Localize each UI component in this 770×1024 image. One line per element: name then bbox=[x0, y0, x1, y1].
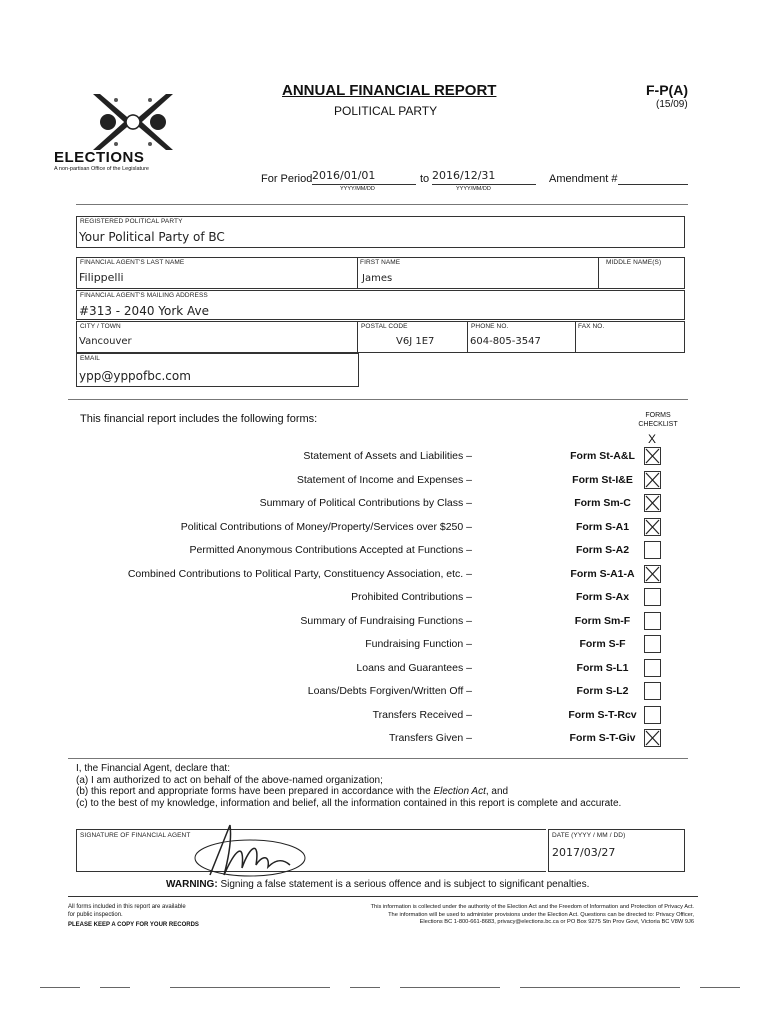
form-checklist-row bbox=[0, 471, 700, 493]
form-description: Political Contributions of Money/Property/Services over $250 – bbox=[180, 520, 472, 533]
period-to-label: to bbox=[420, 173, 430, 185]
agent-postal-field[interactable]: V6J 1E7 bbox=[396, 336, 435, 347]
signature-date-label: DATE (YYYY / MM / DD) bbox=[552, 832, 626, 839]
form-checkbox[interactable] bbox=[644, 635, 661, 653]
declaration-line-b: (b) this report and appropriate forms have been prepared in accordance with the Election Act, and bbox=[76, 786, 509, 797]
form-description: Transfers Received – bbox=[372, 708, 472, 721]
agent-last-name-label: FINANCIAL AGENT'S LAST NAME bbox=[80, 259, 185, 266]
form-code-label: Form S-A2 bbox=[575, 544, 630, 556]
form-description: Combined Contributions to Political Party, Constituency Association, etc. – bbox=[127, 567, 472, 580]
form-code-label: Form S-Ax bbox=[575, 591, 630, 603]
warning bbox=[166, 879, 589, 890]
form-checklist-row bbox=[0, 588, 700, 610]
form-checklist-row bbox=[0, 565, 700, 587]
form-description: Loans/Debts Forgiven/Written Off – bbox=[307, 685, 472, 697]
form-code-label: Form S-T-Giv bbox=[569, 732, 636, 744]
form-description: Permitted Anonymous Contributions Accepted at Functions – bbox=[189, 544, 472, 556]
form-checklist-row bbox=[0, 494, 700, 516]
agent-first-name-field[interactable]: James bbox=[362, 273, 393, 284]
warning-text: Signing a false statement is a serious offence and is subject to significant penalties. bbox=[220, 879, 590, 890]
form-code-label: Form St-A&L bbox=[570, 450, 635, 462]
footer-right-line2: The information will be used to administer provisions under the Election Act. Questions can be directed to: Privacy Officer, bbox=[388, 911, 694, 918]
form-code: F-P(A) bbox=[646, 82, 688, 98]
amendment-label: Amendment # bbox=[549, 173, 618, 185]
period-start-format: YYYY/MM/DD bbox=[340, 186, 375, 192]
form-checklist-row bbox=[0, 635, 700, 657]
form-checklist-row bbox=[0, 518, 700, 540]
form-checkbox[interactable] bbox=[644, 659, 661, 677]
footer-left bbox=[68, 904, 199, 930]
check-x-icon bbox=[645, 472, 660, 488]
report-title: ANNUAL FINANCIAL REPORT bbox=[282, 82, 497, 99]
period-end-format: YYYY/MM/DD bbox=[456, 186, 491, 192]
form-code-label: Form S-L2 bbox=[576, 685, 629, 697]
form-code-label: Form S-A1-A bbox=[570, 567, 635, 580]
footer-left-line3: PLEASE KEEP A COPY FOR YOUR RECORDS bbox=[68, 922, 199, 928]
declaration-line-intro: I, the Financial Agent, declare that: bbox=[76, 763, 230, 774]
agent-postal-label: POSTAL CODE bbox=[361, 323, 408, 330]
form-checklist-row bbox=[0, 729, 700, 751]
form-code-label: Form Sm-F bbox=[574, 614, 631, 627]
form-checklist-row bbox=[0, 682, 700, 704]
form-checkbox[interactable] bbox=[644, 565, 661, 583]
agent-last-name-field[interactable]: Filippelli bbox=[79, 271, 124, 284]
form-code-label: Form S-A1 bbox=[575, 520, 630, 533]
check-x-icon bbox=[645, 519, 660, 535]
agent-email-label: EMAIL bbox=[80, 355, 101, 362]
footer-right-line1: This information is collected under the authority of the Election Act and the Freedom of Information and Protection of Privacy Act. bbox=[370, 904, 694, 910]
form-checklist-row bbox=[0, 706, 700, 728]
form-description: Summary of Fundraising Functions – bbox=[300, 614, 472, 627]
agent-city-field[interactable]: Vancouver bbox=[79, 336, 132, 347]
form-code-label: Form S-T-Rcv bbox=[568, 708, 637, 721]
form-checkbox[interactable] bbox=[644, 541, 661, 559]
agent-phone-label: PHONE NO. bbox=[471, 323, 509, 330]
form-checklist-row bbox=[0, 541, 700, 563]
form-description: Transfers Given – bbox=[388, 732, 472, 744]
form-checkbox[interactable] bbox=[644, 494, 661, 512]
checklist-label-checklist: CHECKLIST bbox=[638, 421, 678, 428]
footer-right bbox=[238, 904, 694, 927]
form-checklist-row bbox=[0, 612, 700, 634]
signature-scribble-icon bbox=[190, 820, 310, 880]
period-label: For Period bbox=[261, 173, 313, 185]
form-checkbox[interactable] bbox=[644, 612, 661, 630]
form-code-label: Form S-L1 bbox=[576, 661, 629, 674]
footer-right-line3: Elections BC 1-800-661-8683, privacy@elections.bc.ca or PO Box 9275 Stn Prov Govt, Victoria BC V8W 9J6 bbox=[419, 919, 694, 925]
elections-logo bbox=[54, 88, 198, 178]
party-label: REGISTERED POLITICAL PARTY bbox=[80, 218, 183, 225]
amendment-field[interactable] bbox=[618, 184, 688, 185]
form-checkbox[interactable] bbox=[644, 682, 661, 700]
checklist-header-mark: X bbox=[648, 432, 657, 446]
period-start[interactable]: 2016/01/01 bbox=[312, 169, 376, 182]
form-checkbox[interactable] bbox=[644, 447, 661, 465]
check-x-icon bbox=[645, 495, 660, 511]
report-subtitle: POLITICAL PARTY bbox=[334, 104, 438, 118]
logo-name: ELECTIONS bbox=[54, 149, 145, 166]
signature-label: SIGNATURE OF FINANCIAL AGENT bbox=[80, 832, 191, 839]
form-checkbox[interactable] bbox=[644, 588, 661, 606]
form-checklist-row bbox=[0, 659, 700, 681]
checklist-label-forms: FORMS bbox=[645, 412, 671, 419]
form-checkbox[interactable] bbox=[644, 706, 661, 724]
check-x-icon bbox=[645, 448, 660, 464]
declaration bbox=[76, 763, 621, 809]
declaration-line-c: (c) to the best of my knowledge, information and belief, all the information contained in this report is complete and accurate. bbox=[76, 797, 622, 809]
forms-intro: This financial report includes the following forms: bbox=[80, 413, 318, 425]
form-description: Prohibited Contributions – bbox=[351, 591, 472, 603]
form-description: Fundraising Function – bbox=[365, 638, 472, 650]
form-code-label: Form St-I&E bbox=[572, 473, 633, 486]
period-end[interactable]: 2016/12/31 bbox=[432, 169, 496, 182]
agent-email-field[interactable]: ypp@yppofbc.com bbox=[79, 369, 191, 383]
party-name-field[interactable]: Your Political Party of BC bbox=[79, 230, 225, 244]
signature-date-field[interactable]: 2017/03/27 bbox=[552, 846, 616, 859]
declaration-line-a: (a) I am authorized to act on behalf of the above-named organization; bbox=[76, 774, 383, 786]
form-version: (15/09) bbox=[656, 99, 688, 110]
form-checkbox[interactable] bbox=[644, 471, 661, 489]
logo-subtitle: A non-partisan Office of the Legislature bbox=[54, 166, 149, 172]
form-code-label: Form S-F bbox=[579, 638, 626, 650]
check-x-icon bbox=[645, 566, 660, 582]
check-x-icon bbox=[645, 730, 660, 746]
agent-phone-field[interactable]: 604-805-3547 bbox=[470, 336, 541, 347]
warning-label: WARNING: bbox=[166, 879, 218, 890]
agent-middle-name-label: MIDDLE NAME(S) bbox=[606, 259, 662, 266]
footer-left-line1: All forms included in this report are available bbox=[68, 904, 186, 910]
form-description: Loans and Guarantees – bbox=[356, 661, 472, 674]
form-description: Summary of Political Contributions by Class – bbox=[259, 497, 472, 509]
elections-emblem-icon bbox=[68, 88, 198, 152]
form-checkbox[interactable] bbox=[644, 518, 661, 536]
form-checkbox[interactable] bbox=[644, 729, 661, 747]
form-description: Statement of Income and Expenses – bbox=[296, 473, 472, 486]
form-code-label: Form Sm-C bbox=[574, 497, 631, 509]
agent-city-label: CITY / TOWN bbox=[80, 323, 121, 330]
form-description: Statement of Assets and Liabilities – bbox=[303, 450, 472, 462]
agent-address-field[interactable]: #313 - 2040 York Ave bbox=[79, 304, 210, 318]
agent-first-name-label: FIRST NAME bbox=[360, 259, 401, 266]
agent-fax-label: FAX NO. bbox=[578, 323, 605, 330]
footer-left-line2: for public inspection. bbox=[68, 911, 123, 918]
form-checklist-row bbox=[0, 447, 700, 469]
agent-address-label: FINANCIAL AGENT'S MAILING ADDRESS bbox=[80, 292, 208, 299]
